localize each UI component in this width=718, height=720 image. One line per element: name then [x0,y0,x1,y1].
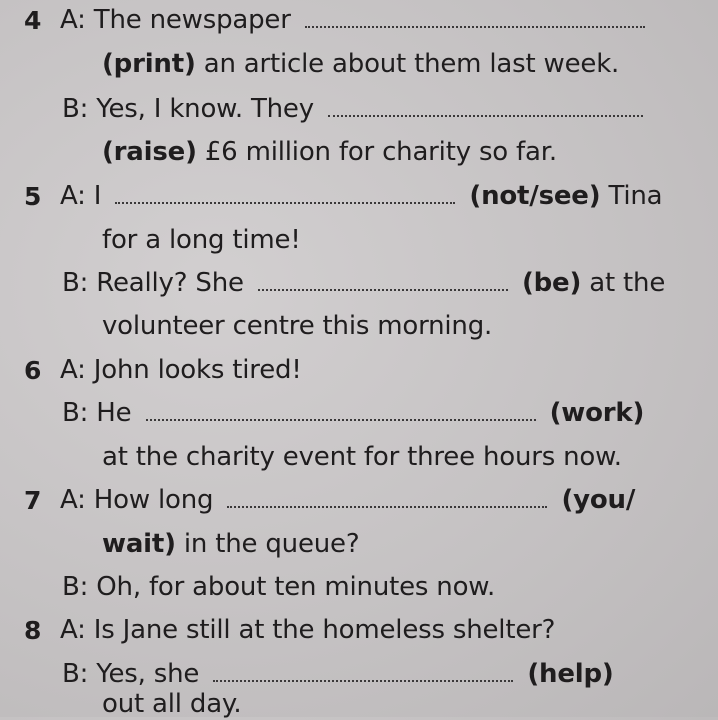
dialogue-text: at the [589,268,666,298]
dialogue-text: at the charity event for three hours now. [102,442,622,472]
dialogue-text: Is Jane still at the homeless shelter? [93,615,556,645]
answer-blank[interactable] [213,676,513,682]
speaker-label: B: [62,398,89,428]
speaker-label: B: [62,94,89,124]
dialogue-text: Yes, I know. They [96,94,314,124]
answer-blank[interactable] [227,502,547,508]
verb-prompt: (not/see) [469,181,601,211]
speaker-label: B: [62,572,89,602]
dialogue-text: He [96,398,132,428]
dialogue-text: Tina [608,181,663,211]
item-4-b-line1 [62,93,649,125]
item-4-a-line1 [60,4,651,36]
item-8-b-line1 [62,658,614,690]
item-6-b-line2 [102,441,622,473]
item-7-a-line2 [102,528,359,560]
dialogue-text: out all day. [102,689,242,719]
speaker-label: A: [60,355,86,385]
speaker-label: A: [60,5,86,35]
verb-prompt: (help) [527,659,614,689]
dialogue-text: Oh, for about ten minutes now. [96,572,496,602]
dialogue-text: an article about them last week. [203,49,620,79]
answer-blank[interactable] [305,22,645,28]
item-number: 7 [24,486,42,515]
dialogue-text: How long [93,485,214,515]
item-5-b-line1 [62,267,665,299]
item-number: 8 [24,616,42,645]
dialogue-text: The newspaper [93,5,291,35]
speaker-label: B: [62,268,89,298]
dialogue-text: I [93,181,102,211]
item-6-a-line1 [60,354,302,386]
dialogue-text: John looks tired! [93,355,302,385]
item-4-a-line2 [102,48,619,80]
verb-prompt: wait) [102,529,176,559]
speaker-label: A: [60,181,86,211]
dialogue-text: Really? She [96,268,244,298]
dialogue-text: for a long time! [102,225,301,255]
verb-prompt: (raise) [102,137,197,167]
item-8-b-line2 [102,688,241,720]
speaker-label: A: [60,615,86,645]
item-7-b-line1 [62,571,495,603]
verb-prompt: (print) [102,49,196,79]
answer-blank[interactable] [146,415,536,421]
dialogue-text: volunteer centre this morning. [102,311,493,341]
verb-prompt: (you/ [561,485,636,515]
item-8-a-line1 [60,614,555,646]
speaker-label: B: [62,659,89,689]
item-5-b-line2 [102,310,492,342]
speaker-label: A: [60,485,86,515]
item-5-a-line1 [60,180,662,212]
item-number: 4 [24,6,42,35]
dialogue-text: £6 million for charity so far. [204,137,557,167]
answer-blank[interactable] [258,285,508,291]
item-5-a-line2 [102,224,301,256]
item-number: 5 [24,182,42,211]
verb-prompt: (be) [521,268,582,298]
item-number: 6 [24,356,42,385]
item-4-b-line2 [102,136,557,168]
answer-blank[interactable] [328,111,643,117]
dialogue-text: Yes, she [96,659,200,689]
answer-blank[interactable] [115,198,455,204]
verb-prompt: (work) [549,398,645,428]
item-6-b-line1 [62,397,644,429]
dialogue-text: in the queue? [183,529,360,559]
item-7-a-line1 [60,484,635,516]
